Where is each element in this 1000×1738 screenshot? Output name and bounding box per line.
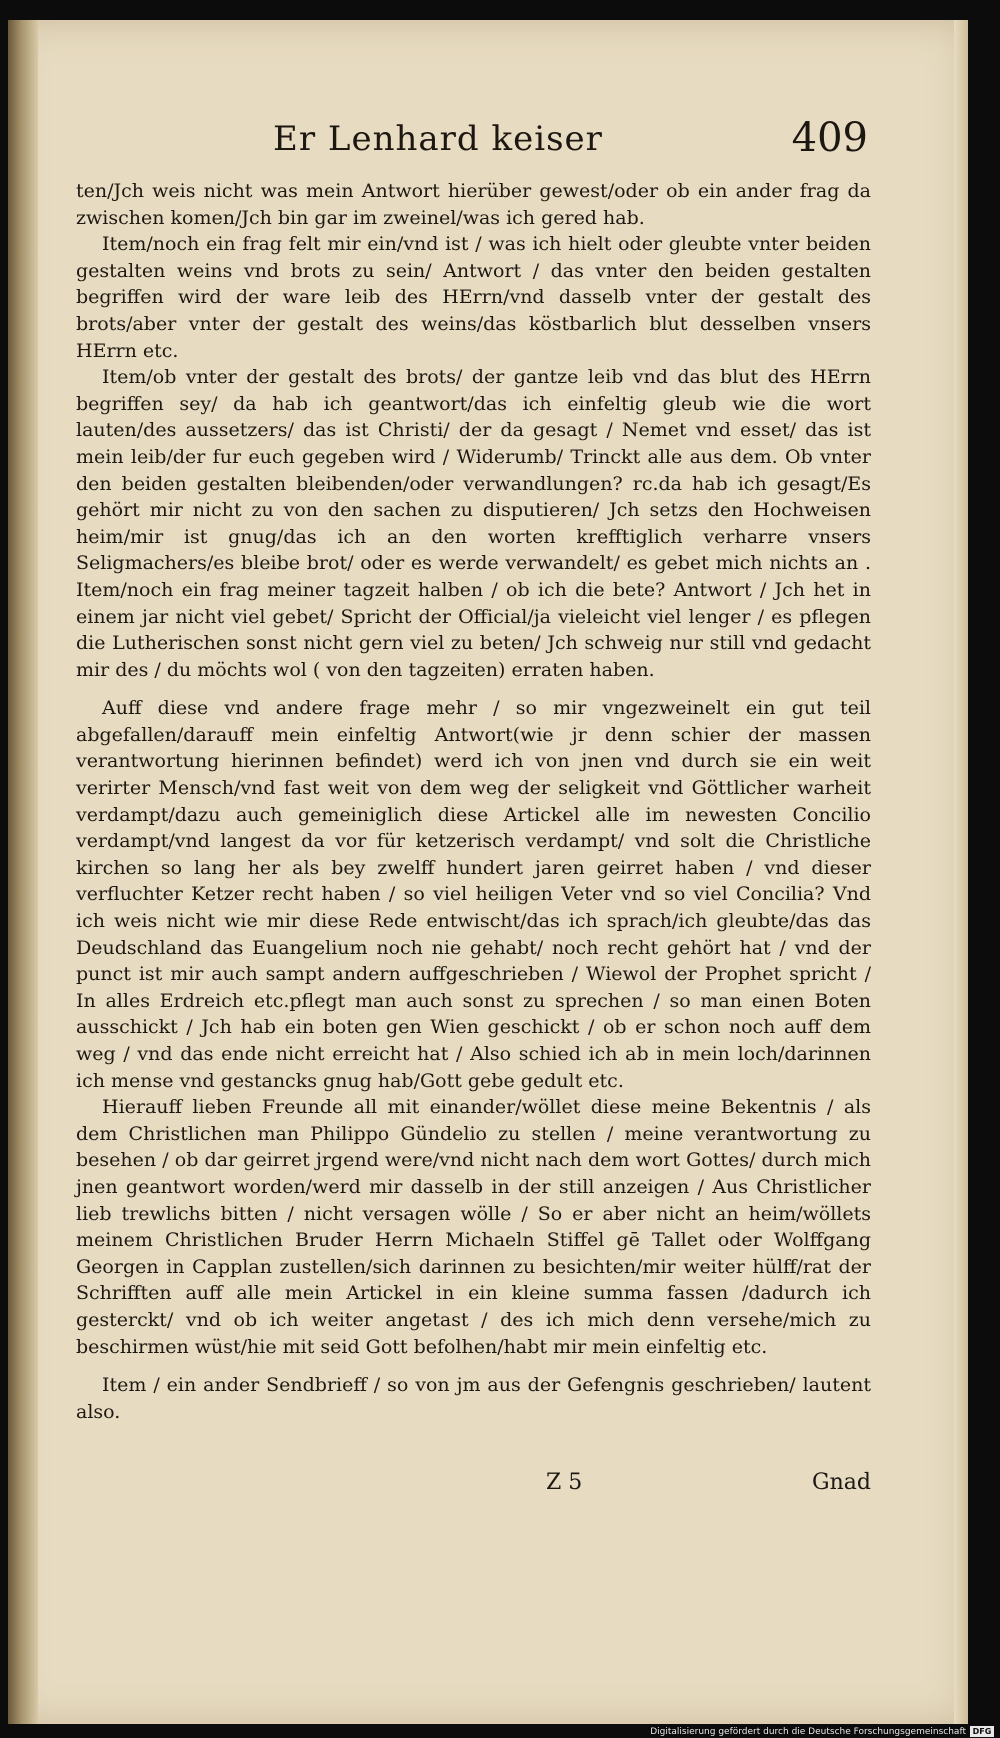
body-text bbox=[76, 178, 871, 1425]
paragraph: Item / ein ander Sendbrieff / so von jm aus der Gefengnis geschrieben/ lautent also. bbox=[76, 1374, 871, 1423]
paragraph: Hierauff lieben Freunde all mit einander/wöllet diese meine Bekentnis / als dem Christlichen man Philippo Gündelio zu stellen / meine verantwortung zu besehen / ob dar geirret jrgend were/vnd nicht nach dem wort Gottes/ durch mich jnen geantwort worden/werd mir dasselb in der still anzeigen / Aus Christlicher lieb trewlichs bitten / nicht versagen wölle / So er aber nicht an heim/wöllets meinem Christlichen Bruder Herrn Michaeln Stiffel gē Tallet oder Wolffgang Georgen in Capplan zustellen/sich darinnen zu besichten/mir weiter hülff/rat der Schrifften auff alle mein Artickel in ein kleine summa fassen /dadurch ich gesterckt/ vnd ob ich weiter angetast / des ich mich denn versehe/mich zu beschirmen wüst/hie mit seid Gott befolhen/habt mir mein einfeltig etc. bbox=[76, 1096, 871, 1358]
paragraph: Auff diese vnd andere frage mehr / so mir vngezweinelt ein gut teil abgefallen/darauff mein einfeltig Antwort(wie jr denn schier der massen verantwortung hierinnen befindet) werd ich von jnen vnd durch sie ein weit verirter Mensch/vnd fast weit von dem weg der seligkeit vnd Göttlicher warheit verdampt/dazu auch gemeiniglich diese Artickel alle im newesten Concilio verdampt/vnd langest da vor für ketzerisch verdampt/ vnd solt die Christliche kirchen so lang her als bey zwelff hundert jaren geirret haben / vnd dieser verfluchter Ketzer recht haben / so viel heiligen Veter vnd so viel Concilia? Vnd ich weis nicht wie mir diese Rede entwischt/das ich sprach/ich gleubte/das das Deudschland das Euangelium noch nie gehabt/ noch recht gehört hat / vnd der punct ist mir auch sampt andern auffgeschrieben / Wiewol der Prophet spricht / In alles Erdreich etc.pflegt man auch sonst zu sprechen / so man einen Boten ausschickt / Jch hab ein boten gen Wien geschickt / ob er schon noch auff dem weg / vnd das ende nicht erreicht hat / Also schied ich ab in mein loch/darinnen ich mense vnd gestancks gnug hab/Gott gebe gedult etc. bbox=[76, 697, 871, 1092]
credit-text: Digitalisierung gefördert durch die Deutsche Forschungsgemeinschaft bbox=[650, 1727, 966, 1737]
page-edge bbox=[954, 20, 968, 1725]
paragraph: Item/ob vnter der gestalt des brots/ der gantze leib vnd das blut des HErrn begriffen sey/ da hab ich geantwort/das ich einfeltig gleub wie die wort lauten/des aussetzers/ das ist Christi/ der da gesagt / Nemet vnd esset/ das ist mein leib/der fur euch gegeben wird / Widerumb/ Trinckt alle aus dem. Ob vnter den beiden gestalten bleibenden/oder verwandlungen? rc.da hab ich gesagt/Es gehört mir nicht zu von den sachen zu disputieren/ Jch setzs den Hochweisen heim/mir ist gnug/das ich an den worten krefftiglich verharre vnsers Seligmachers/es bleibe brot/ oder es werde verwandelt/ es gebet mich nichts an . Item/noch ein frag meiner tagzeit halben / ob ich die bete? Antwort / Jch het in einem jar nicht viel gebet/ Spricht der Official/ja vieleicht viel lenger / es pflegen die Lutherischen sonst nicht gern viel zu beten/ Jch schweig nur still vnd gedacht mir des / du möchts wol ( von den tagzeiten) erraten haben. bbox=[76, 366, 871, 681]
binding-gutter bbox=[8, 20, 38, 1725]
book-page bbox=[8, 20, 968, 1725]
signature-mark: Z 5 bbox=[546, 1470, 583, 1495]
dfg-logo-icon: DFG bbox=[970, 1726, 994, 1737]
paragraph: Item/noch ein frag felt mir ein/vnd ist / was ich hielt oder gleubte vnter beiden gestalten weins vnd brots zu sein/ Antwort / das vnter den beiden gestalten begriffen wird der ware leib des HErrn/vnd dasselb vnter der gestalt des brots/aber vnter der gestalt des weins/das köstbarlich blut desselben vnsers HErrn etc. bbox=[76, 233, 871, 362]
running-title: Er Lenhard keiser bbox=[273, 119, 603, 159]
page-header bbox=[78, 115, 868, 175]
page-footer bbox=[76, 1470, 871, 1500]
page-number: 409 bbox=[791, 115, 868, 161]
catchword: Gnad bbox=[812, 1470, 871, 1495]
paragraph: ten/Jch weis nicht was mein Antwort hierüber gewest/oder ob ein ander frag da zwischen komen/Jch bin gar im zweinel/was ich gered hab. bbox=[76, 180, 871, 229]
credit-bar bbox=[0, 1724, 1000, 1738]
